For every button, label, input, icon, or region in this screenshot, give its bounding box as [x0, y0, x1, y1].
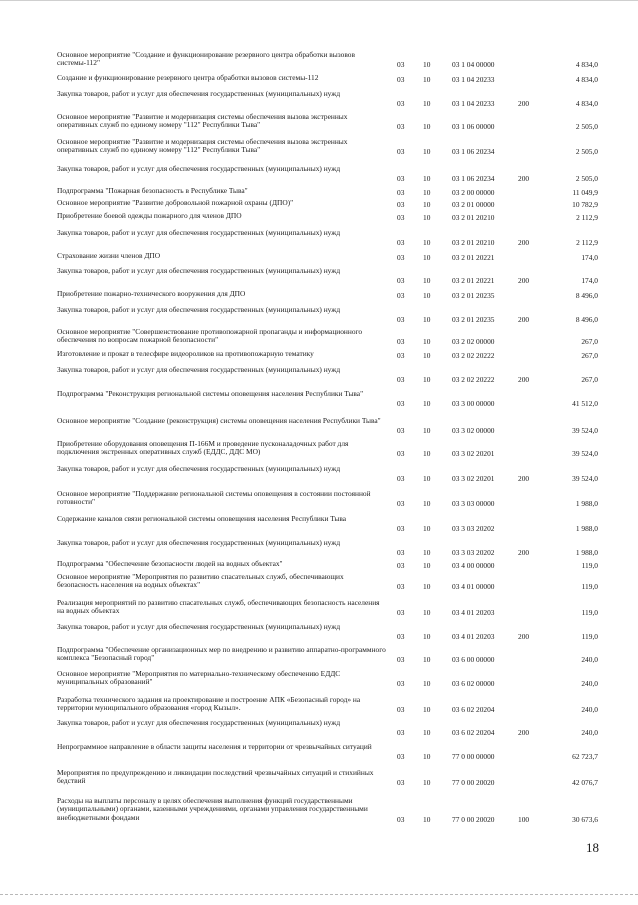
row-subsection-code: 10: [423, 752, 431, 762]
row-target-article-code: 03 3 03 20202: [452, 524, 495, 534]
row-subsection-code: 10: [423, 655, 431, 665]
row-name: Закупка товаров, работ и услуг для обеспечения государственных (муниципальных) нужд: [57, 365, 341, 374]
row-section-code: 03: [397, 655, 405, 665]
row-expense-type-code: 200: [518, 276, 530, 286]
row-name: Приобретение боевой одежды пожарного для членов ДПО: [57, 211, 242, 220]
row-target-article-code: 03 2 01 20210: [452, 238, 495, 248]
row-name: Основное мероприятие "Развитие и модернизация системы обеспечения вызова экстренных оперативных служб по единому номеру "112" Республики Тыва": [57, 112, 348, 130]
row-section-code: 03: [397, 315, 405, 325]
row-target-article-code: 77 0 00 00000: [452, 752, 495, 762]
row-subsection-code: 10: [423, 705, 431, 715]
row-subsection-code: 10: [423, 778, 431, 788]
row-amount: 11 049,9: [572, 188, 598, 197]
row-section-code: 03: [397, 174, 405, 184]
row-subsection-code: 10: [423, 499, 431, 509]
row-subsection-code: 10: [423, 75, 431, 84]
row-name: Основное мероприятие "Развитие добровольной пожарной охраны (ДПО)": [57, 198, 294, 207]
row-target-article-code: 03 1 04 20233: [452, 75, 495, 84]
row-amount: 267,0: [581, 375, 598, 385]
row-section-code: 03: [397, 582, 405, 592]
row-name: Закупка товаров, работ и услуг для обеспечения государственных (муниципальных) нужд: [57, 622, 341, 631]
row-name: Основное мероприятие "Поддержание региональной системы оповещения в состоянии постоянной готовности": [57, 489, 371, 507]
row-amount: 240,0: [581, 655, 598, 665]
row-target-article-code: 03 2 02 20222: [452, 375, 495, 385]
row-subsection-code: 10: [423, 122, 431, 132]
row-target-article-code: 03 2 01 20235: [452, 315, 495, 325]
row-target-article-code: 03 2 01 20221: [452, 276, 495, 286]
row-subsection-code: 10: [423, 315, 431, 325]
row-section-code: 03: [397, 253, 405, 262]
row-section-code: 03: [397, 426, 405, 436]
row-subsection-code: 10: [423, 291, 431, 300]
row-subsection-code: 10: [423, 99, 431, 109]
row-amount: 174,0: [581, 276, 598, 286]
row-target-article-code: 03 4 01 20203: [452, 632, 495, 642]
row-target-article-code: 03 1 04 00000: [452, 60, 495, 70]
row-amount: 240,0: [581, 728, 598, 738]
row-name: Реализация мероприятий по развитию спасательных служб, обеспечивающих безопасность населения на водных объектах: [57, 598, 380, 616]
row-target-article-code: 03 3 02 00000: [452, 426, 495, 436]
scan-top-edge: [0, 0, 638, 4]
row-name: Расходы на выплаты персоналу в целях обеспечения выполнения функций государственными (муниципальными) органами, казенными учреждениями, органами управления государственными внебюджетными фондами: [57, 796, 368, 822]
scan-bottom-edge: [0, 894, 638, 896]
row-amount: 62 723,7: [572, 752, 598, 762]
row-subsection-code: 10: [423, 399, 431, 409]
row-target-article-code: 03 2 02 00000: [452, 337, 495, 347]
row-section-code: 03: [397, 276, 405, 286]
row-name: Основное мероприятие "Создание и функционирование резервного центра обработки вызовов системы-112": [57, 50, 355, 68]
row-target-article-code: 03 6 02 20204: [452, 705, 495, 715]
row-name: Подпрограмма "Обеспечение организационных мер по внедрению и развитию аппаратно-программного комплекса "Безопасный город": [57, 645, 386, 663]
row-name: Основное мероприятие "Мероприятия по материально-техническому обеспечению ЕДДС муниципальных образований": [57, 669, 341, 687]
row-subsection-code: 10: [423, 213, 431, 222]
row-subsection-code: 10: [423, 351, 431, 360]
row-amount: 267,0: [581, 337, 598, 347]
row-subsection-code: 10: [423, 449, 431, 459]
row-subsection-code: 10: [423, 679, 431, 689]
row-target-article-code: 03 6 02 00000: [452, 679, 495, 689]
row-target-article-code: 03 1 06 00000: [452, 122, 495, 132]
row-section-code: 03: [397, 213, 405, 222]
row-subsection-code: 10: [423, 582, 431, 592]
row-name: Основное мероприятие "Совершенствование противопожарной пропаганды и информационного обеспечения по вопросам пожарной безопасности": [57, 327, 363, 345]
row-name: Подпрограмма "Реконструкция региональной системы оповещения населения Республики Тыва": [57, 389, 364, 398]
row-amount: 240,0: [581, 679, 598, 689]
row-amount: 1 988,0: [575, 548, 598, 558]
row-section-code: 03: [397, 679, 405, 689]
row-section-code: 03: [397, 548, 405, 558]
row-name: Непрограммное направление в области защиты населения и территории от чрезвычайных ситуаций: [57, 742, 372, 751]
row-target-article-code: 03 1 06 20234: [452, 174, 495, 184]
row-target-article-code: 03 2 00 00000: [452, 188, 495, 197]
row-expense-type-code: 200: [518, 238, 530, 248]
row-name: Основное мероприятие "Мероприятия по развитию спасательных служб, обеспечивающих безопасность населения на водных объектах": [57, 572, 344, 590]
row-name: Основное мероприятие "Развитие и модернизация системы обеспечения вызова экстренных оперативных служб по единому номеру "112" Республики Тыва": [57, 137, 348, 155]
row-section-code: 03: [397, 752, 405, 762]
row-name: Закупка товаров, работ и услуг для обеспечения государственных (муниципальных) нужд: [57, 538, 341, 547]
row-target-article-code: 03 1 04 20233: [452, 99, 495, 109]
row-section-code: 03: [397, 561, 405, 570]
row-subsection-code: 10: [423, 426, 431, 436]
row-amount: 4 834,0: [575, 75, 598, 84]
row-section-code: 03: [397, 632, 405, 642]
row-target-article-code: 03 2 01 20221: [452, 253, 495, 262]
row-section-code: 03: [397, 337, 405, 347]
row-expense-type-code: 100: [518, 814, 530, 824]
row-target-article-code: 03 4 01 20203: [452, 608, 495, 618]
row-subsection-code: 10: [423, 174, 431, 184]
row-amount: 1 988,0: [575, 524, 598, 534]
row-section-code: 03: [397, 728, 405, 738]
row-name: Приобретение оборудования оповещения П-166М и проведение пусконаладочных работ для подключения экстренных оперативных служб (ЕДДС, ДДС МО): [57, 439, 349, 457]
row-expense-type-code: 200: [518, 174, 530, 184]
row-target-article-code: 03 3 03 20202: [452, 548, 495, 558]
row-amount: 119,0: [581, 632, 598, 642]
row-section-code: 03: [397, 188, 405, 197]
row-amount: 4 834,0: [575, 99, 598, 109]
row-subsection-code: 10: [423, 200, 431, 209]
row-target-article-code: 03 3 03 00000: [452, 499, 495, 509]
row-amount: 119,0: [581, 582, 598, 592]
row-amount: 174,0: [581, 253, 598, 262]
row-name: Закупка товаров, работ и услуг для обеспечения государственных (муниципальных) нужд: [57, 89, 341, 98]
row-subsection-code: 10: [423, 548, 431, 558]
row-subsection-code: 10: [423, 337, 431, 347]
row-amount: 2 112,9: [576, 238, 598, 248]
row-name: Подпрограмма "Обеспечение безопасности людей на водных объектах": [57, 559, 283, 568]
row-section-code: 03: [397, 474, 405, 484]
row-expense-type-code: 200: [518, 474, 530, 484]
row-expense-type-code: 200: [518, 315, 530, 325]
row-amount: 41 512,0: [572, 399, 598, 409]
row-expense-type-code: 200: [518, 632, 530, 642]
row-amount: 2 112,9: [576, 213, 598, 222]
row-expense-type-code: 200: [518, 728, 530, 738]
row-name: Закупка товаров, работ и услуг для обеспечения государственных (муниципальных) нужд: [57, 228, 341, 237]
row-name: Содержание каналов связи региональной системы оповещения населения Республики Тыва: [57, 514, 347, 523]
row-subsection-code: 10: [423, 60, 431, 70]
row-target-article-code: 03 6 02 20204: [452, 728, 495, 738]
row-amount: 2 505,0: [575, 147, 598, 157]
row-amount: 10 782,9: [572, 200, 598, 209]
row-amount: 39 524,0: [572, 426, 598, 436]
row-expense-type-code: 200: [518, 375, 530, 385]
row-target-article-code: 03 2 02 20222: [452, 351, 495, 360]
row-name: Приобретение пожарно-технического вооружения для ДПО: [57, 289, 246, 298]
row-amount: 119,0: [581, 561, 598, 570]
row-amount: 1 988,0: [575, 499, 598, 509]
row-section-code: 03: [397, 375, 405, 385]
row-amount: 240,0: [581, 705, 598, 715]
row-subsection-code: 10: [423, 474, 431, 484]
row-subsection-code: 10: [423, 728, 431, 738]
row-section-code: 03: [397, 291, 405, 300]
row-name: Мероприятия по предупреждению и ликвидации последствий чрезвычайных ситуаций и стихийных бедствий: [57, 768, 374, 786]
row-section-code: 03: [397, 705, 405, 715]
row-expense-type-code: 200: [518, 99, 530, 109]
row-name: Основное мероприятие "Создание (реконструкция) системы оповещения населения Республики Тыва": [57, 416, 381, 425]
row-name: Закупка товаров, работ и услуг для обеспечения государственных (муниципальных) нужд: [57, 266, 341, 275]
row-amount: 30 673,6: [572, 814, 598, 824]
row-subsection-code: 10: [423, 375, 431, 385]
row-name: Закупка товаров, работ и услуг для обеспечения государственных (муниципальных) нужд: [57, 718, 341, 727]
row-section-code: 03: [397, 814, 405, 824]
row-target-article-code: 03 3 00 00000: [452, 399, 495, 409]
row-target-article-code: 03 4 01 00000: [452, 582, 495, 592]
row-section-code: 03: [397, 524, 405, 534]
row-subsection-code: 10: [423, 253, 431, 262]
row-subsection-code: 10: [423, 276, 431, 286]
row-name: Закупка товаров, работ и услуг для обеспечения государственных (муниципальных) нужд: [57, 305, 341, 314]
row-name: Разработка технического задания на проектирование и построение АПК «Безопасный город» на территории муниципального образования «город Кызыл».: [57, 695, 361, 713]
row-section-code: 03: [397, 499, 405, 509]
row-subsection-code: 10: [423, 814, 431, 824]
row-section-code: 03: [397, 449, 405, 459]
row-amount: 8 496,0: [575, 315, 598, 325]
row-section-code: 03: [397, 99, 405, 109]
row-section-code: 03: [397, 200, 405, 209]
row-amount: 267,0: [581, 351, 598, 360]
row-amount: 4 834,0: [575, 60, 598, 70]
row-subsection-code: 10: [423, 608, 431, 618]
row-section-code: 03: [397, 351, 405, 360]
row-target-article-code: 03 3 02 20201: [452, 449, 495, 459]
row-name: Создание и функционирование резервного центра обработки вызовов системы-112: [57, 73, 319, 82]
row-target-article-code: 03 2 01 20210: [452, 213, 495, 222]
row-amount: 39 524,0: [572, 449, 598, 459]
row-target-article-code: 77 0 00 20020: [452, 814, 495, 824]
row-section-code: 03: [397, 122, 405, 132]
row-target-article-code: 03 3 02 20201: [452, 474, 495, 484]
row-target-article-code: 03 4 00 00000: [452, 561, 495, 570]
row-subsection-code: 10: [423, 238, 431, 248]
row-subsection-code: 10: [423, 147, 431, 157]
row-amount: 42 076,7: [572, 778, 598, 788]
row-target-article-code: 03 1 06 20234: [452, 147, 495, 157]
row-section-code: 03: [397, 399, 405, 409]
row-target-article-code: 03 2 01 00000: [452, 200, 495, 209]
row-expense-type-code: 200: [518, 548, 530, 558]
row-section-code: 03: [397, 778, 405, 788]
row-section-code: 03: [397, 147, 405, 157]
row-target-article-code: 77 0 00 20020: [452, 778, 495, 788]
row-amount: 39 524,0: [572, 474, 598, 484]
row-amount: 2 505,0: [575, 174, 598, 184]
row-target-article-code: 03 2 01 20235: [452, 291, 495, 300]
row-subsection-code: 10: [423, 561, 431, 570]
row-name: Страхование жизни членов ДПО: [57, 251, 161, 260]
row-section-code: 03: [397, 75, 405, 84]
row-name: Закупка товаров, работ и услуг для обеспечения государственных (муниципальных) нужд: [57, 464, 341, 473]
row-section-code: 03: [397, 608, 405, 618]
row-target-article-code: 03 6 00 00000: [452, 655, 495, 665]
page-number: 18: [586, 840, 599, 855]
row-subsection-code: 10: [423, 632, 431, 642]
row-amount: 8 496,0: [575, 291, 598, 300]
row-section-code: 03: [397, 60, 405, 70]
row-section-code: 03: [397, 238, 405, 248]
row-name: Закупка товаров, работ и услуг для обеспечения государственных (муниципальных) нужд: [57, 164, 341, 173]
row-name: Изготовление и прокат в телесфире видеороликов на противопожарную тематику: [57, 349, 314, 358]
row-name: Подпрограмма "Пожарная безопасность в Республике Тыва": [57, 186, 248, 195]
row-amount: 119,0: [581, 608, 598, 618]
row-amount: 2 505,0: [575, 122, 598, 132]
row-subsection-code: 10: [423, 188, 431, 197]
row-subsection-code: 10: [423, 524, 431, 534]
